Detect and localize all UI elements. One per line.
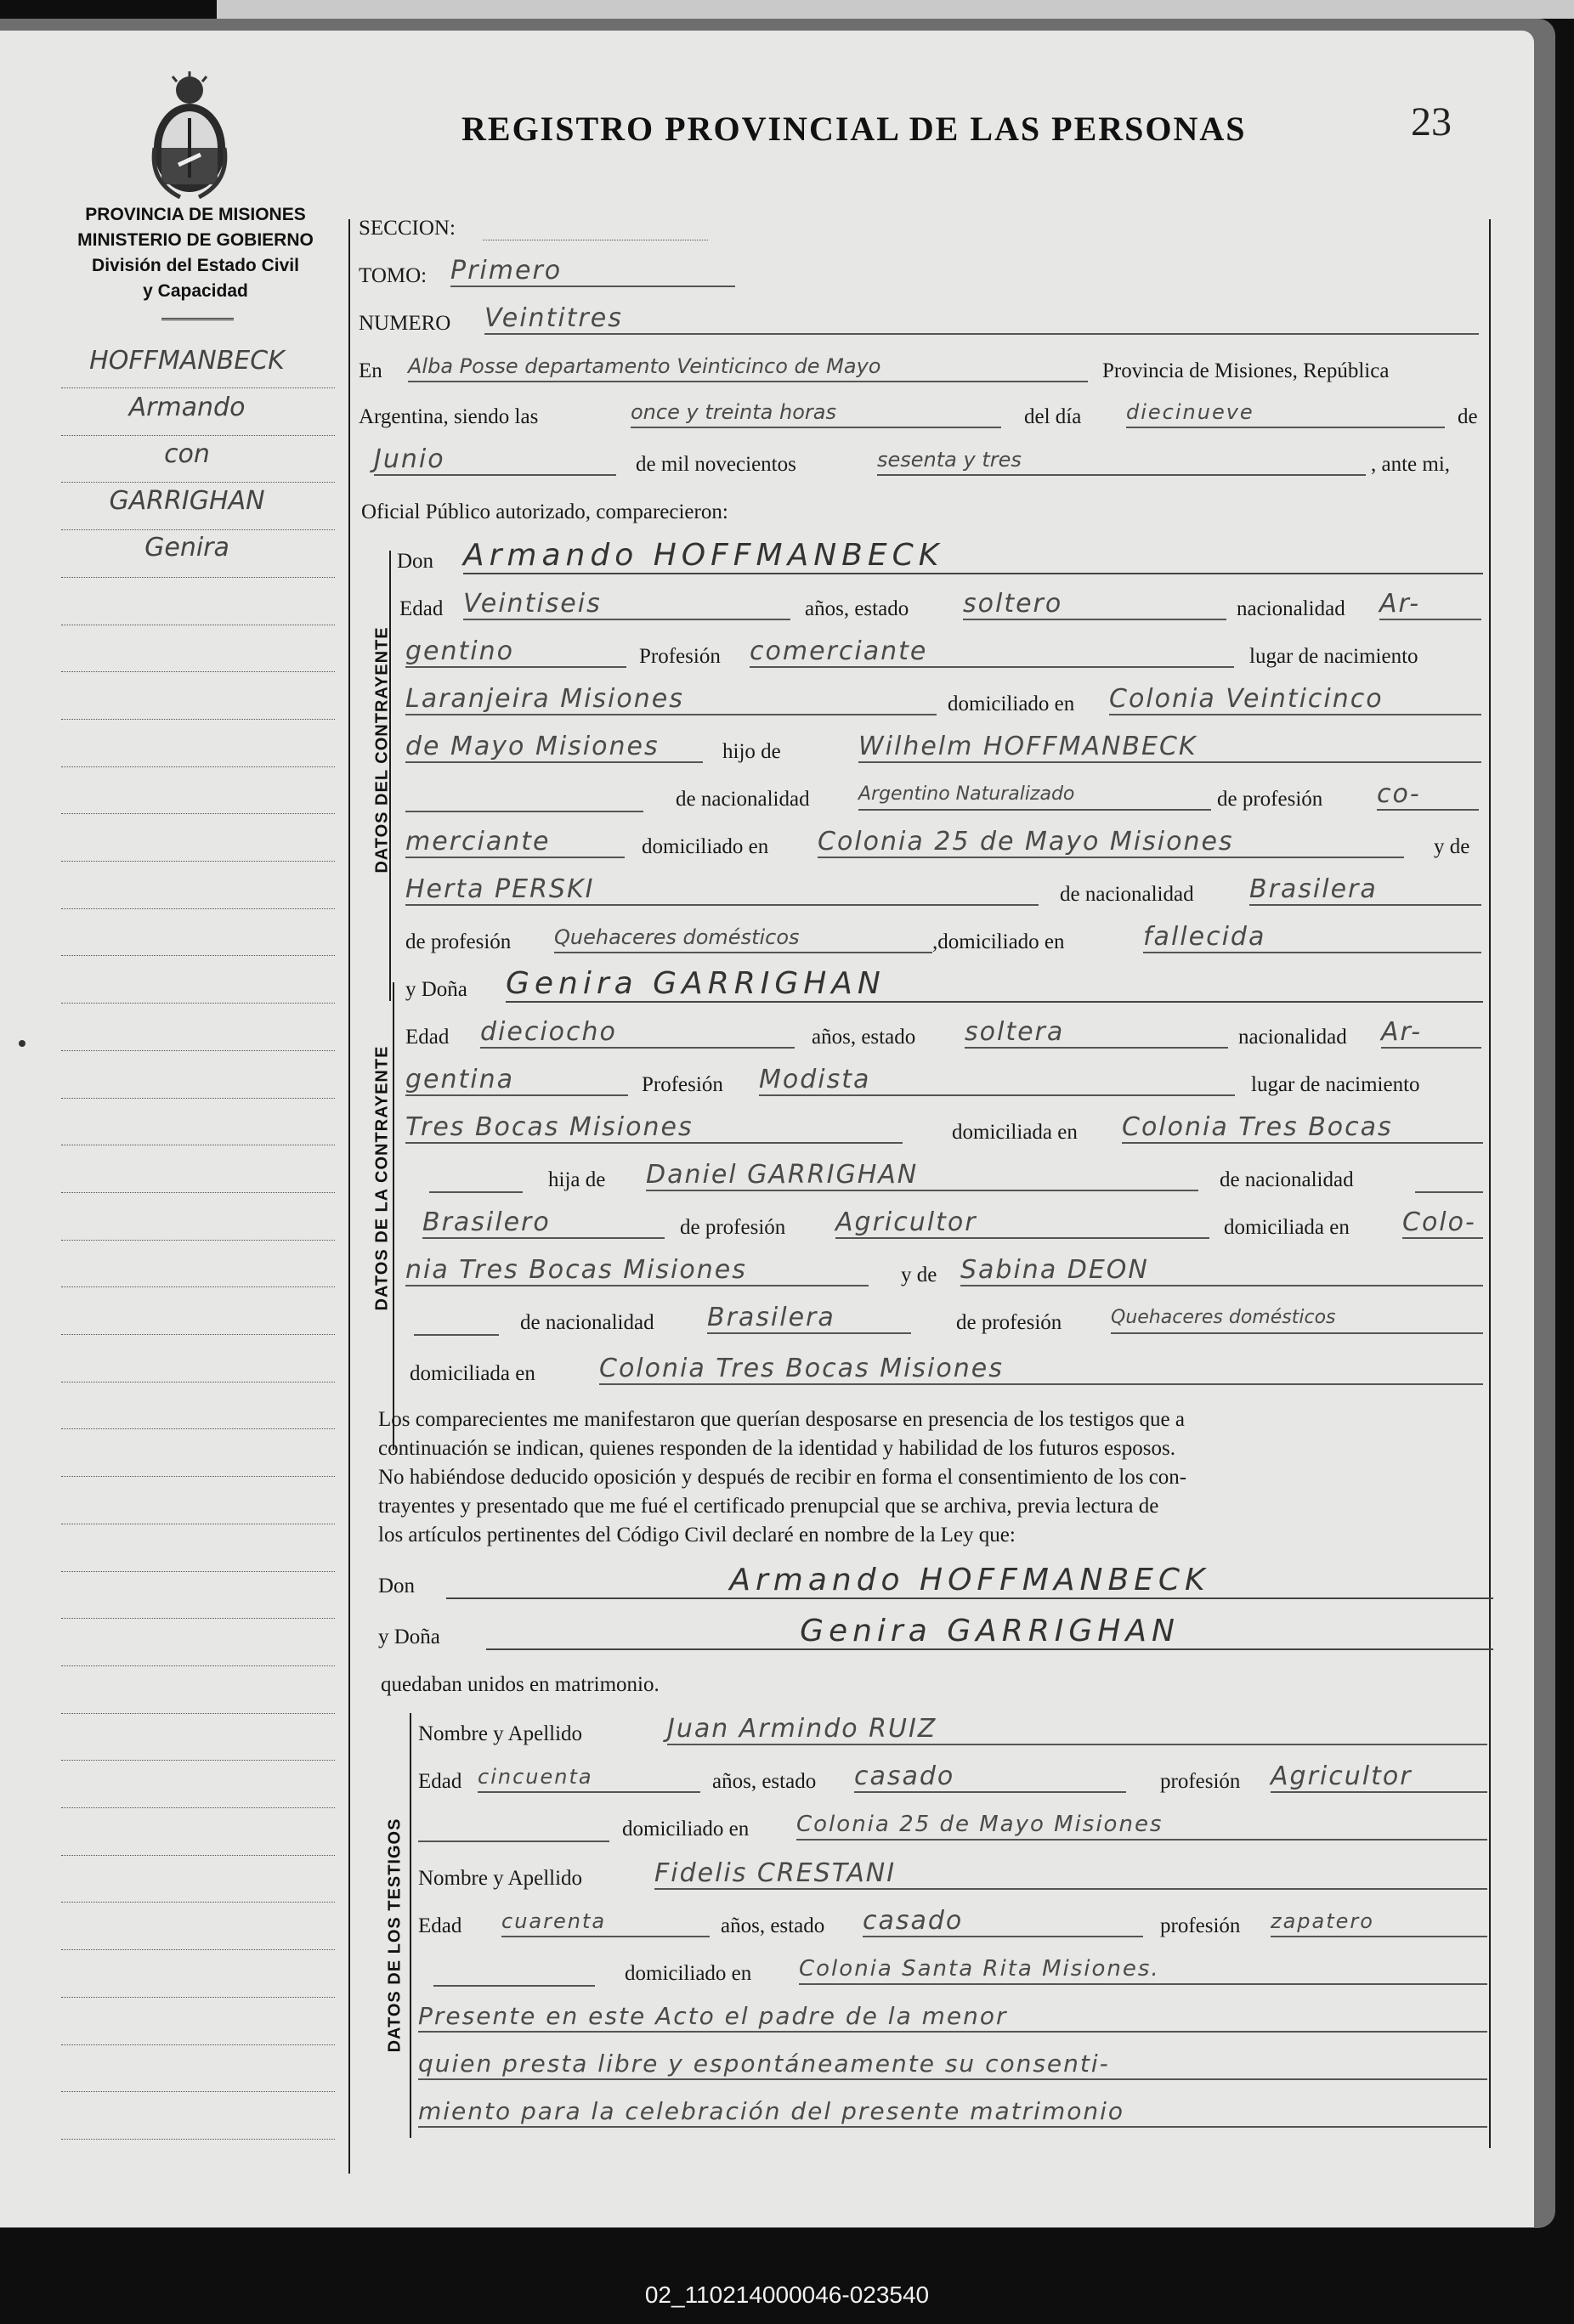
groom-de-nacionalidad-label: de nacionalidad	[676, 788, 810, 811]
groom-nat-value-2: gentino	[405, 637, 626, 668]
margin-ruled-line	[61, 482, 335, 483]
declaration-don-label: Don	[378, 1575, 416, 1597]
numero-value: Veintitres	[484, 304, 1479, 335]
margin-ruled-line	[61, 2139, 335, 2140]
bride-hija-de-label: hija de	[548, 1168, 606, 1191]
groom-domicile-value-1: Colonia Veinticinco	[1109, 685, 1481, 715]
witness1-estado-value: casado	[854, 1762, 1126, 1793]
bride-de-profesion-label-2: de profesión	[956, 1311, 1062, 1334]
declaration-line-1: Los comparecientes me manifestaron que querían desposarse en presencia de los testigos que a	[378, 1408, 1185, 1431]
seccion-label: SECCION:	[359, 217, 456, 240]
groom-father-prof-1: co-	[1377, 780, 1479, 811]
witness2-prof-value: zapatero	[1271, 1907, 1487, 1937]
bride-domiciliada-label-3: domiciliada en	[410, 1362, 535, 1385]
declaration-line-3: No habiéndose deducido oposición y después de recibir en forma el consentimiento de los con-	[378, 1466, 1187, 1489]
declaration-line-2: continuación se indican, quienes responden de la identidad y habilidad de los futuros esposos.	[378, 1437, 1175, 1460]
witness2-name-value: Fidelis CRESTANI	[654, 1859, 1487, 1890]
groom-mother-dom-value: fallecida	[1143, 923, 1481, 953]
bride-section-title: DATOS DE LA CONTRAYENTE	[372, 1045, 392, 1311]
office-line-1: PROVINCIA DE MISIONES	[85, 205, 306, 224]
groom-y-de-label: y de	[1434, 835, 1470, 858]
groom-section-title: DATOS DEL CONTRAYENTE	[372, 626, 392, 874]
margin-ruled-line	[61, 1428, 335, 1429]
scanner-background-strip	[217, 0, 1574, 19]
witness1-blank-line	[418, 1841, 609, 1842]
witness2-domiciliado-label: domiciliado en	[625, 1962, 752, 1985]
bride-age-value: dieciocho	[480, 1018, 795, 1049]
office-heading	[47, 202, 344, 304]
bride-mother-prof-value: Quehaceres domésticos	[1111, 1303, 1483, 1334]
groom-domiciliado-label-3: ,domiciliado en	[932, 930, 1065, 953]
margin-note-surname: HOFFMANBECK	[89, 346, 285, 376]
en-label: En	[359, 359, 382, 382]
bride-domicile-value: Colonia Tres Bocas	[1122, 1113, 1483, 1144]
margin-ruled-line	[61, 1665, 335, 1666]
margin-ruled-line	[61, 1098, 335, 1099]
groom-profesion-label: Profesión	[639, 645, 721, 668]
numero-label: NUMERO	[359, 312, 451, 335]
groom-father-blank-line	[405, 811, 643, 812]
bride-lugar-label: lugar de nacimiento	[1251, 1073, 1420, 1096]
groom-father-nat-value: Argentino Naturalizado	[858, 780, 1211, 811]
groom-domiciliado-label-2: domiciliado en	[642, 835, 769, 858]
bride-father-nat-value: Brasilero	[422, 1208, 665, 1239]
margin-ruled-line	[61, 1382, 335, 1383]
de-label: de	[1458, 405, 1478, 428]
bride-blank-line	[429, 1191, 523, 1193]
binding-hole	[19, 1040, 25, 1047]
bride-father-dom-2: nia Tres Bocas Misiones	[405, 1256, 869, 1286]
argentina-text: Argentina, siendo las	[359, 405, 539, 428]
bride-nat-blank-line	[1415, 1191, 1483, 1193]
margin-ruled-line	[61, 955, 335, 956]
bride-dona-label: y Doña	[405, 978, 467, 1001]
witness2-estado-value: casado	[863, 1907, 1143, 1937]
image-code-footer: 02_110214000046-023540	[644, 2282, 930, 2308]
groom-domicile-value-2: de Mayo Misiones	[405, 732, 703, 763]
bride-birthplace-value: Tres Bocas Misiones	[405, 1113, 903, 1144]
office-line-3: División del Estado Civil	[92, 256, 299, 275]
declaration-groom-value: Armando HOFFMANBECK	[446, 1563, 1493, 1599]
witness1-prof-value: Agricultor	[1271, 1762, 1487, 1793]
groom-birthplace-value: Laranjeira Misiones	[405, 685, 937, 715]
year-value: sesenta y tres	[877, 445, 1366, 476]
bride-section-line	[393, 982, 394, 1450]
witness2-age-value: cuarenta	[501, 1907, 710, 1937]
witness-note-line-2: quien presta libre y espontáneamente su consenti-	[418, 2050, 1487, 2080]
witness2-anos-estado: años, estado	[721, 1914, 825, 1937]
bride-de-nacionalidad-label-2: de nacionalidad	[520, 1311, 654, 1334]
witness-section-title: DATOS DE LOS TESTIGOS	[385, 1818, 405, 2053]
groom-de-profesion-label-2: de profesión	[405, 930, 512, 953]
tomo-label: TOMO:	[359, 264, 427, 287]
margin-ruled-line	[61, 1334, 335, 1335]
declaration-bride-value: Genira GARRIGHAN	[486, 1614, 1493, 1650]
bride-anos-estado: años, estado	[812, 1026, 916, 1049]
witness2-profesion-label: profesión	[1160, 1914, 1241, 1937]
witness-section-line	[410, 1713, 411, 2138]
declaration-paragraph	[378, 1405, 1493, 1550]
margin-note-given-name: Armando	[128, 393, 246, 422]
margin-ruled-line	[61, 1855, 335, 1856]
margin-note-given-name-2: Genira	[144, 533, 229, 563]
groom-age-value: Veintiseis	[463, 590, 790, 620]
place-value: Alba Posse departamento Veinticinco de Mayo	[408, 352, 1088, 382]
witness1-nombre-label: Nombre y Apellido	[418, 1722, 583, 1745]
margin-ruled-line	[61, 1713, 335, 1714]
margin-ruled-line	[61, 387, 335, 388]
margin-ruled-line	[61, 2044, 335, 2045]
groom-father-prof-2: merciante	[405, 828, 625, 858]
groom-nacionalidad-label: nacionalidad	[1237, 597, 1345, 620]
office-line-4: y Capacidad	[143, 281, 248, 301]
margin-ruled-line	[61, 861, 335, 862]
margin-ruled-line	[61, 766, 335, 767]
office-line-2: MINISTERIO DE GOBIERNO	[77, 230, 314, 250]
bride-name-value: Genira GARRIGHAN	[506, 967, 1483, 1003]
page-number: 23	[1411, 99, 1452, 144]
groom-father-dom-value: Colonia 25 de Mayo Misiones	[818, 828, 1404, 858]
groom-profesion-value: comerciante	[750, 637, 1234, 668]
bride-domiciliada-label: domiciliada en	[952, 1121, 1078, 1144]
bride-father-value: Daniel GARRIGHAN	[646, 1161, 1198, 1191]
ante-mi-text: , ante mi,	[1371, 453, 1451, 476]
bride-mother-blank-line	[414, 1334, 499, 1336]
groom-mother-prof-value: Quehaceres domésticos	[554, 923, 932, 953]
groom-mother-value: Herta PERSKI	[405, 875, 1039, 906]
groom-lugar-label: lugar de nacimiento	[1249, 645, 1418, 668]
groom-estado-value: soltero	[963, 590, 1226, 620]
margin-ruled-line	[61, 1050, 335, 1051]
bride-estado-value: soltera	[965, 1018, 1228, 1049]
bride-mother-nat-value: Brasilera	[707, 1303, 911, 1334]
declaration-closing: quedaban unidos en matrimonio.	[381, 1673, 660, 1696]
margin-ruled-line	[61, 1476, 335, 1477]
margin-ruled-line	[61, 1286, 335, 1287]
groom-anos-estado: años, estado	[805, 597, 909, 620]
margin-ruled-line	[61, 719, 335, 720]
margin-ruled-line	[61, 1192, 335, 1193]
office-underline	[161, 318, 234, 320]
declaration-line-5: los artículos pertinentes del Código Civil declaré en nombre de la Ley que:	[378, 1524, 1016, 1547]
year-label: de mil novecientos	[636, 453, 796, 476]
groom-de-profesion-label: de profesión	[1217, 788, 1323, 811]
month-value: Junio	[374, 445, 616, 476]
witness2-dom-value: Colonia Santa Rita Misiones.	[799, 1954, 1487, 1985]
margin-ruled-line	[61, 1807, 335, 1808]
oficial-text: Oficial Público autorizado, comparecieron:	[361, 500, 728, 523]
witness1-age-value: cincuenta	[478, 1762, 700, 1793]
margin-ruled-line	[61, 813, 335, 814]
margin-ruled-line	[61, 908, 335, 909]
margin-note-surname-2: GARRIGHAN	[109, 486, 265, 516]
del-dia-label: del día	[1024, 405, 1082, 428]
bride-domiciliada-label-2: domiciliada en	[1224, 1216, 1350, 1239]
bride-de-nacionalidad-label: de nacionalidad	[1220, 1168, 1354, 1191]
witness2-nombre-label: Nombre y Apellido	[418, 1867, 583, 1890]
bride-mother-value: Sabina DEON	[960, 1256, 1483, 1286]
bride-y-de-label: y de	[901, 1264, 937, 1286]
groom-domiciliado-label: domiciliado en	[948, 693, 1075, 715]
margin-note-con: con	[164, 439, 210, 469]
witness-note-line-1: Presente en este Acto el padre de la menor	[418, 2002, 1487, 2033]
margin-ruled-line	[61, 1003, 335, 1004]
bride-father-prof-value: Agricultor	[835, 1208, 1209, 1239]
witness-note-line-3: miento para la celebración del presente matrimonio	[418, 2097, 1487, 2128]
witness1-profesion-label: profesión	[1160, 1770, 1241, 1793]
bride-nat-value-1: Ar-	[1381, 1018, 1481, 1049]
bride-father-dom-1: Colo-	[1402, 1208, 1483, 1239]
bride-nat-value-2: gentina	[405, 1066, 628, 1096]
coat-of-arms-icon	[143, 71, 236, 199]
margin-ruled-line	[61, 671, 335, 672]
witness1-dom-value: Colonia 25 de Mayo Misiones	[796, 1810, 1487, 1841]
main-frame-right-line	[1489, 219, 1491, 2148]
bride-mother-dom-value: Colonia Tres Bocas Misiones	[599, 1354, 1483, 1385]
bride-profesion-value: Modista	[759, 1066, 1235, 1096]
groom-father-value: Wilhelm HOFFMANBECK	[858, 732, 1481, 763]
margin-ruled-line	[61, 435, 335, 436]
margin-ruled-line	[61, 1902, 335, 1903]
margin-ruled-line	[61, 529, 335, 530]
groom-de-nacionalidad-label-2: de nacionalidad	[1060, 883, 1194, 906]
margin-ruled-line	[61, 1618, 335, 1619]
margin-ruled-line	[61, 577, 335, 578]
groom-name-value: Armando HOFFMANBECK	[463, 539, 1483, 574]
register-title: REGISTRO PROVINCIAL DE LAS PERSONAS	[461, 110, 1247, 148]
register-page	[0, 31, 1534, 2227]
bride-nacionalidad-label: nacionalidad	[1238, 1026, 1347, 1049]
margin-ruled-line	[61, 1240, 335, 1241]
tomo-value: Primero	[450, 257, 735, 287]
margin-ruled-line	[61, 1760, 335, 1761]
witness1-name-value: Juan Armindo RUIZ	[667, 1715, 1487, 1745]
declaration-line-4: trayentes y presentado que me fué el certificado prenupcial que se archiva, previa lectura de	[378, 1495, 1159, 1518]
witness2-edad-label: Edad	[418, 1914, 462, 1937]
day-value: diecinueve	[1126, 398, 1445, 428]
main-frame-left-line	[348, 219, 350, 2174]
hour-value: once y treinta horas	[631, 398, 1001, 428]
witness1-anos-estado: años, estado	[712, 1770, 817, 1793]
margin-ruled-line	[61, 1571, 335, 1572]
margin-ruled-line	[61, 1949, 335, 1950]
groom-nat-value-1: Ar-	[1379, 590, 1481, 620]
groom-hijo-de-label: hijo de	[722, 740, 781, 763]
bride-de-profesion-label: de profesión	[680, 1216, 786, 1239]
declaration-dona-label: y Doña	[378, 1626, 440, 1648]
witness1-edad-label: Edad	[418, 1770, 462, 1793]
bride-profesion-label: Profesión	[642, 1073, 723, 1096]
witness1-domiciliado-label: domiciliado en	[622, 1818, 750, 1841]
groom-mother-nat-value: Brasilera	[1249, 875, 1481, 906]
provincia-text: Provincia de Misiones, República	[1102, 359, 1390, 382]
groom-edad-label: Edad	[399, 597, 444, 620]
bride-edad-label: Edad	[405, 1026, 450, 1049]
groom-don-label: Don	[397, 550, 434, 573]
witness2-blank-line	[433, 1985, 595, 1987]
margin-ruled-line	[61, 1997, 335, 1998]
margin-ruled-line	[61, 2091, 335, 2092]
